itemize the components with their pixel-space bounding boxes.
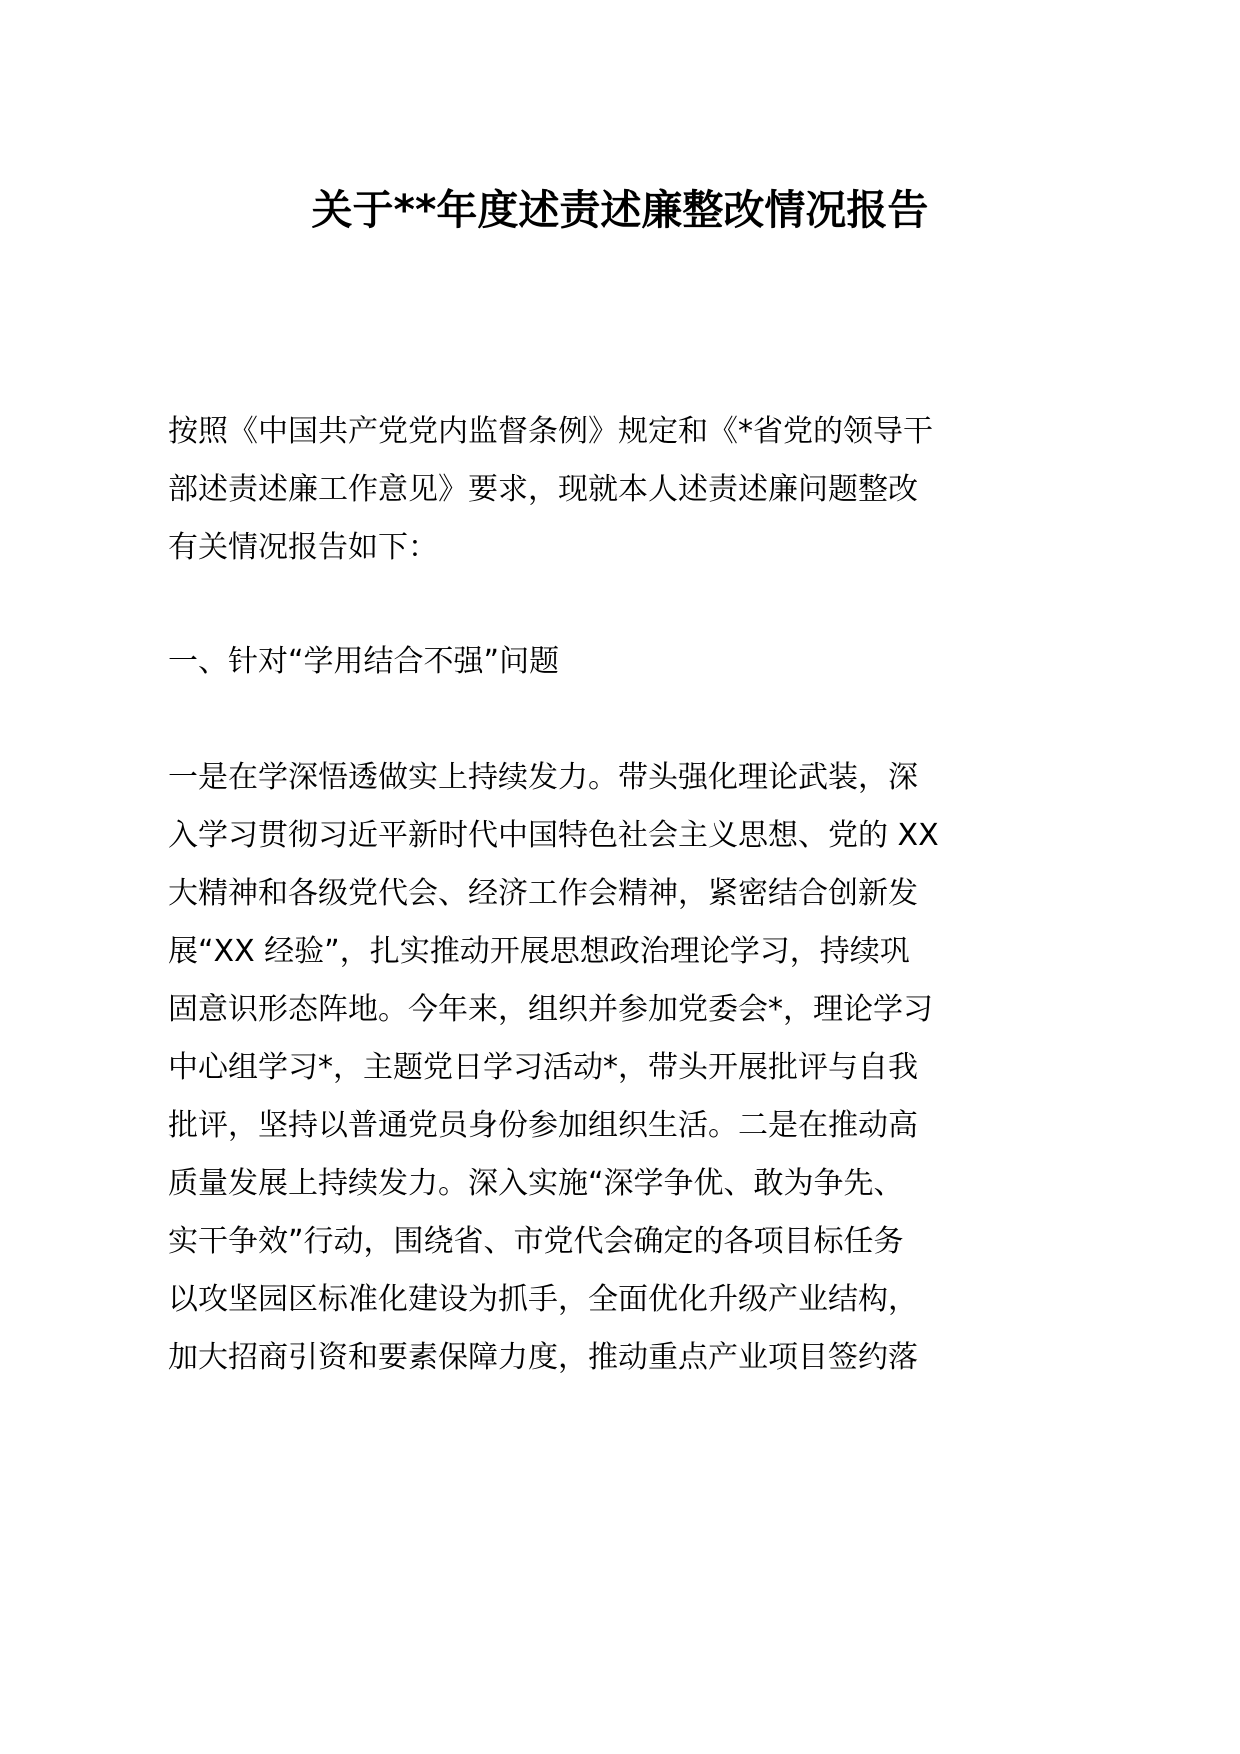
body-line: 以攻坚园区标准化建设为抓手，全面优化升级产业结构， [168, 1282, 918, 1317]
body-line: 固意识形态阵地。今年来，组织并参加党委会*，理论学习 [168, 992, 933, 1027]
body-line: 批评，坚持以普通党员身份参加组织生活。二是在推动高 [168, 1108, 918, 1143]
body-line: 质量发展上持续发力。深入实施“深学争优、敢为争先、 [168, 1166, 904, 1201]
intro-line: 部述责述廉工作意见》要求，现就本人述责述廉问题整改 [168, 472, 918, 507]
body-line: 入学习贯彻习近平新时代中国特色社会主义思想、党的 XX [168, 818, 939, 853]
body-line: 大精神和各级党代会、经济工作会精神，紧密结合创新发 [168, 876, 918, 911]
intro-line: 按照《中国共产党党内监督条例》规定和《*省党的领导干 [168, 414, 933, 449]
body-line: 一是在学深悟透做实上持续发力。带头强化理论武装，深 [168, 760, 918, 795]
document-title: 关于**年度述责述廉整改情况报告 [311, 186, 929, 234]
section-heading: 一、针对“学用结合不强”问题 [168, 644, 560, 679]
body-line: 展“XX 经验”，扎实推动开展思想政治理论学习，持续巩 [168, 934, 910, 969]
body-line: 中心组学习*，主题党日学习活动*，带头开展批评与自我 [168, 1050, 918, 1085]
intro-line: 有关情况报告如下： [168, 530, 438, 565]
body-line: 加大招商引资和要素保障力度，推动重点产业项目签约落 [168, 1340, 918, 1375]
body-line: 实干争效”行动，围绕省、市党代会确定的各项目标任务 [168, 1224, 904, 1259]
